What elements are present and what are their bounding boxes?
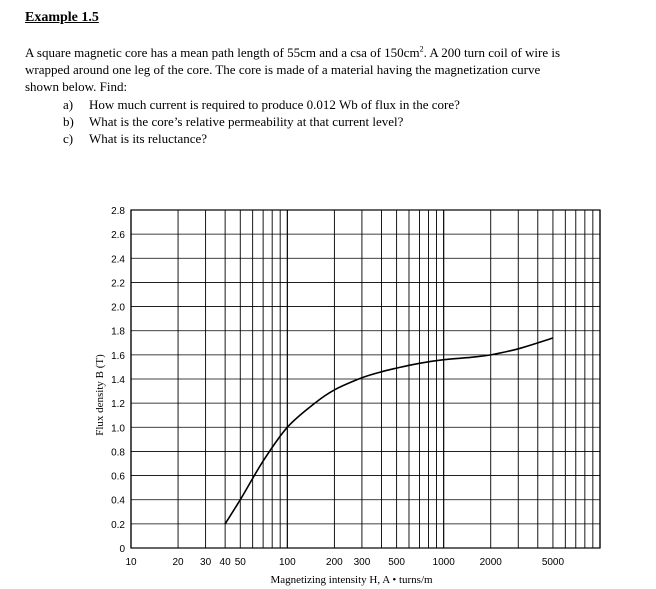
question-label: a) (63, 97, 74, 112)
x-tick-label: 500 (388, 557, 405, 568)
y-tick-label: 1.2 (111, 399, 125, 411)
question-label: b) (63, 114, 74, 129)
x-tick-label: 300 (353, 557, 371, 568)
problem-statement-line-3: shown below. Find: (25, 79, 128, 94)
question-text: How much current is required to produce 0.012 Wb of flux in the core? (89, 97, 460, 112)
example-heading: Example 1.5 (25, 10, 99, 25)
y-tick-label: 2.4 (111, 254, 125, 266)
x-tick-label: 10 (125, 557, 137, 568)
y-axis-label: Flux density B (T) (94, 354, 106, 436)
superscript-2: 2 (419, 44, 424, 54)
x-tick-label: 100 (278, 557, 296, 568)
y-tick-label: 2.6 (111, 230, 125, 242)
problem-text-part-1: A square magnetic core has a mean path length of 55cm and a csa of 150cm (25, 45, 420, 60)
y-tick-label: 0.4 (111, 495, 125, 507)
y-tick-label: 2.0 (111, 302, 125, 314)
x-tick-label: 30 (200, 557, 212, 568)
y-tick-label: 0.8 (111, 447, 125, 459)
question-text: What is its reluctance? (89, 131, 208, 146)
y-tick-label: 2.8 (111, 206, 125, 217)
x-tick-label: 1000 (432, 557, 455, 568)
x-axis-label: Magnetizing intensity H, A • turns/m (270, 574, 433, 586)
x-tick-label: 20 (172, 557, 184, 568)
x-tick-label: 2000 (479, 557, 502, 568)
y-tick-label: 1.4 (111, 375, 125, 386)
question-text: What is the core’s relative permeability at that current level? (89, 114, 404, 129)
y-tick-label: 0.6 (111, 471, 125, 483)
y-tick-label: 2.2 (111, 278, 125, 290)
x-tick-label: 200 (326, 557, 343, 568)
x-tick-label: 40 (219, 557, 231, 568)
question-label: c) (63, 131, 74, 146)
x-tick-label: 5000 (541, 557, 565, 568)
y-tick-label: 1.8 (111, 326, 125, 338)
problem-text-part-2: . A 200 turn coil of wire is (423, 45, 561, 60)
y-tick-label: 1.0 (111, 423, 125, 435)
x-tick-label: 50 (234, 557, 246, 568)
y-tick-label: 1.6 (111, 350, 125, 362)
magnetization-curve (225, 338, 553, 524)
y-tick-label: 0 (119, 544, 125, 555)
problem-statement-line-2: wrapped around one leg of the core. The core is made of a material having the magnetization curve (25, 62, 541, 77)
y-tick-label: 0.2 (111, 519, 125, 531)
